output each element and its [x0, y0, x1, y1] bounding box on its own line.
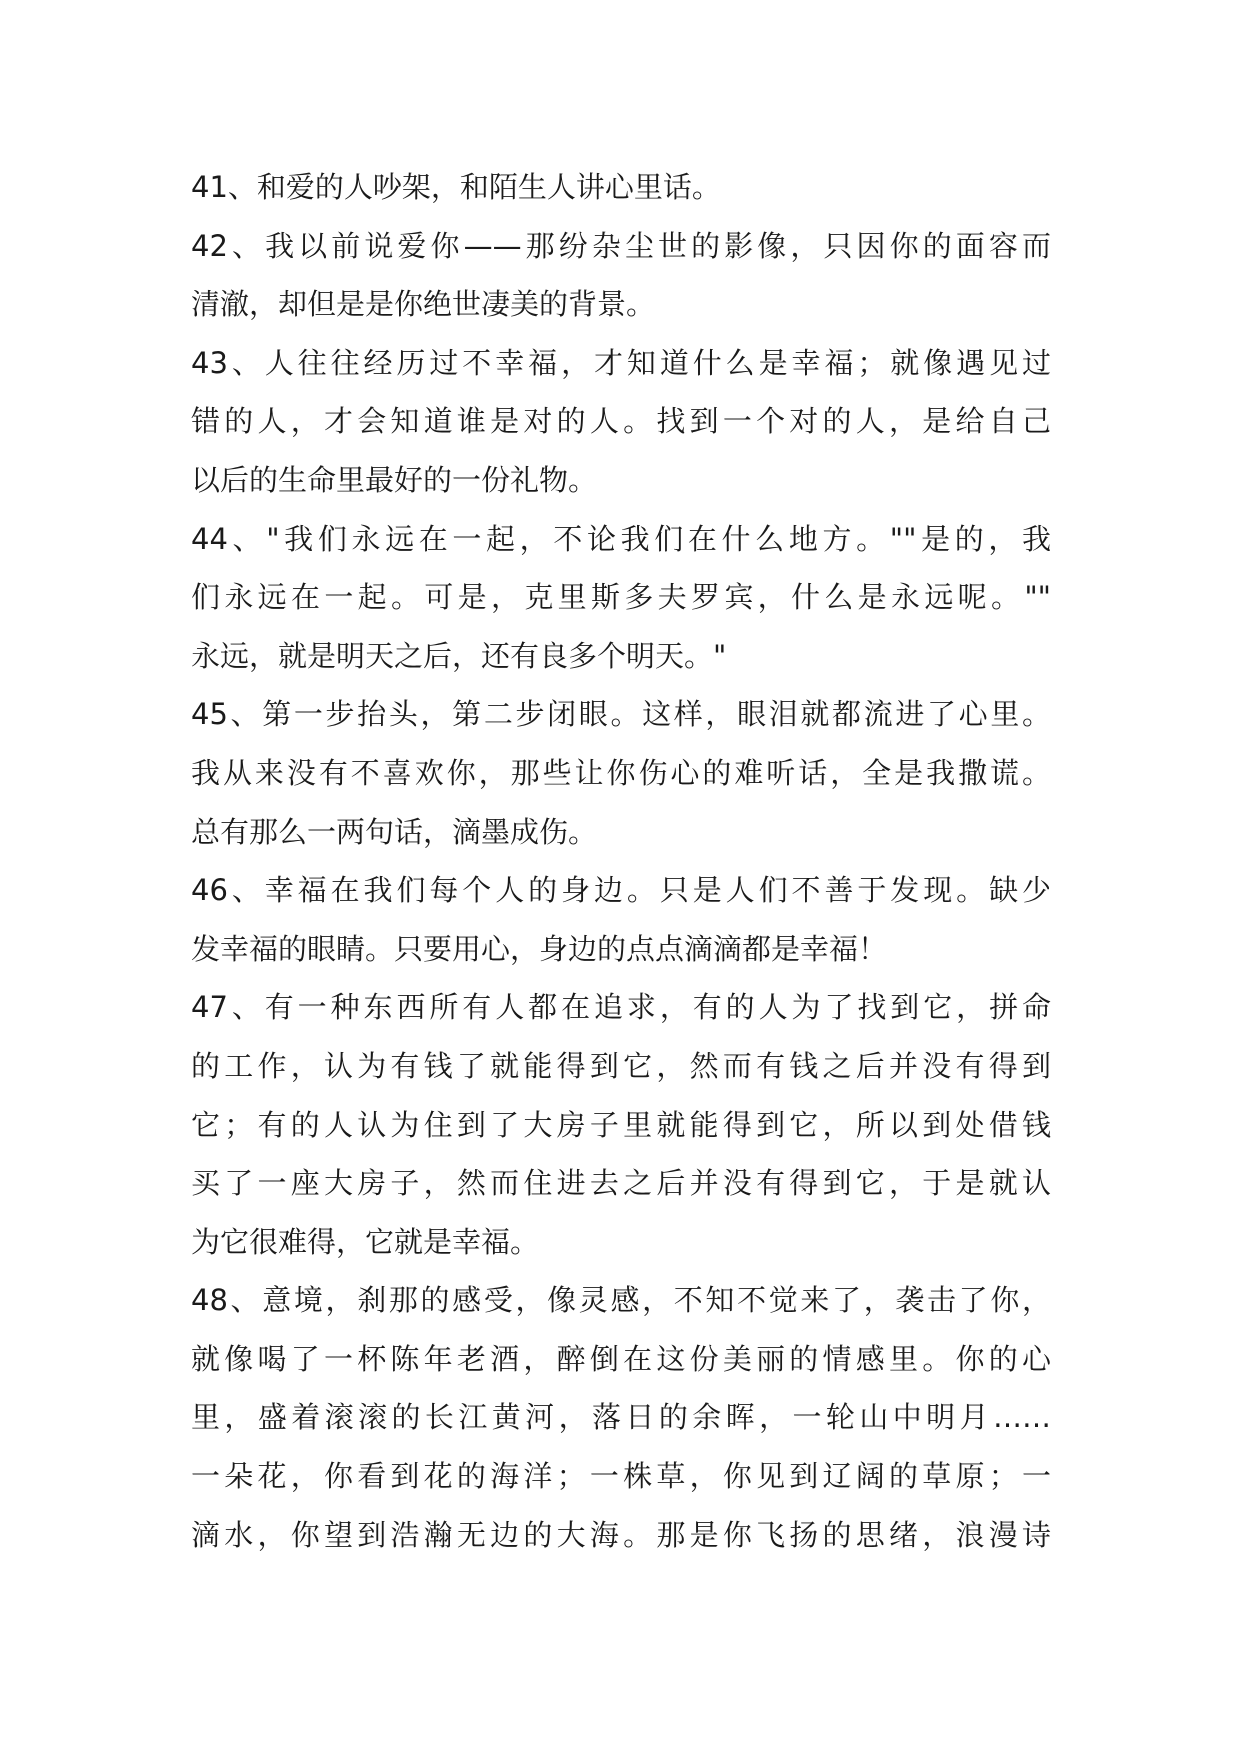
text-line: 48、意境，刹那的感受，像灵感，不知不觉来了，袭击了你，	[191, 1283, 1051, 1318]
text-line: 43、人往往经历过不幸福，才知道什么是幸福；就像遇见过	[191, 345, 1051, 380]
text-line: 们永远在一起。可是，克里斯多夫罗宾，什么是永远呢。""	[191, 580, 1051, 615]
text-line: 以后的生命里最好的一份礼物。	[191, 462, 598, 497]
text-line: 清澈，却但是是你绝世凄美的背景。	[191, 287, 656, 322]
text-line: 的工作，认为有钱了就能得到它，然而有钱之后并没有得到	[191, 1048, 1051, 1083]
document-body	[191, 158, 1051, 1564]
text-line: 44、"我们永远在一起，不论我们在什么地方。""是的，我	[191, 521, 1051, 556]
text-line: 发幸福的眼睛。只要用心，身边的点点滴滴都是幸福！	[191, 931, 888, 966]
text-line: 41、和爱的人吵架，和陌生人讲心里话。	[191, 170, 721, 204]
text-line: 47、有一种东西所有人都在追求，有的人为了找到它，拼命	[191, 990, 1051, 1025]
text-line: 滴水，你望到浩瀚无边的大海。那是你飞扬的思绪，浪漫诗	[191, 1517, 1051, 1552]
text-line: 45、第一步抬头，第二步闭眼。这样，眼泪就都流进了心里。	[191, 697, 1051, 732]
text-line: 我从来没有不喜欢你，那些让你伤心的难听话，全是我撒谎。	[191, 755, 1051, 790]
text-line: 42、我以前说爱你——那纷杂尘世的影像，只因你的面容而	[191, 228, 1051, 263]
text-line: 一朵花，你看到花的海洋；一株草，你见到辽阔的草原；一	[191, 1459, 1051, 1494]
text-line: 它；有的人认为住到了大房子里就能得到它，所以到处借钱	[191, 1107, 1051, 1142]
text-line: 买了一座大房子，然而住进去之后并没有得到它，于是就认	[191, 1166, 1051, 1201]
text-line: 就像喝了一杯陈年老酒，醉倒在这份美丽的情感里。你的心	[191, 1341, 1051, 1376]
text-line: 46、幸福在我们每个人的身边。只是人们不善于发现。缺少	[191, 873, 1051, 908]
text-line: 错的人，才会知道谁是对的人。找到一个对的人，是给自己	[191, 404, 1051, 439]
text-line: 永远，就是明天之后，还有良多个明天。"	[191, 638, 727, 673]
text-line: 里，盛着滚滚的长江黄河，落日的余晖，一轮山中明月……	[191, 1400, 1051, 1435]
text-line: 总有那么一两句话，滴墨成伤。	[191, 814, 598, 849]
text-line: 为它很难得，它就是幸福。	[191, 1224, 540, 1259]
